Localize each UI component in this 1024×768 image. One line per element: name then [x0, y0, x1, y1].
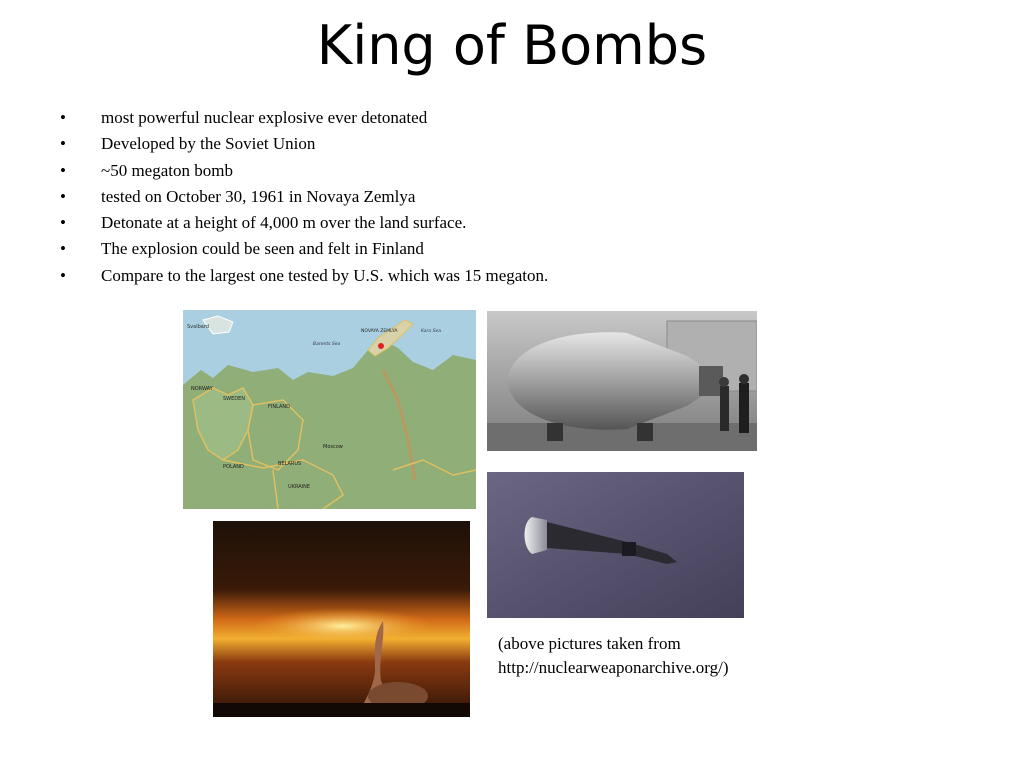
bullet-dot: • — [60, 108, 66, 127]
map-label-kara-sea: Kara Sea — [421, 329, 441, 334]
bullet-text: ~50 megaton bomb — [101, 160, 233, 180]
bullet-dot: • — [60, 213, 66, 233]
bullet-text: Detonate at a height of 4,000 m over the land surface. — [101, 213, 467, 233]
map-label-novaya-zemlya: NOVAYA ZEMLYA — [361, 329, 398, 334]
bullet-text: Developed by the Soviet Union — [101, 134, 316, 154]
bomb-band — [622, 542, 636, 556]
person-head — [719, 377, 729, 387]
map-label-barents-sea: Barents Sea — [313, 342, 341, 347]
bullet-dot: • — [60, 186, 66, 206]
map-label-norway: NORWAY — [191, 386, 213, 392]
bomb-drop-photo — [487, 472, 744, 618]
bullet-item — [60, 263, 548, 289]
bullet-item — [60, 184, 548, 210]
person-figure — [720, 386, 729, 431]
bomb-drop-illustration — [487, 472, 744, 618]
map-illustration — [183, 310, 476, 509]
bomb-stand — [547, 423, 563, 441]
bullet-dot: • — [60, 160, 66, 180]
caption-line-2: http://nuclearweaponarchive.org/) — [498, 658, 729, 677]
bullet-item — [60, 131, 548, 157]
ground — [213, 703, 470, 717]
map-label-moscow: Moscow — [323, 444, 343, 450]
fireball-glow — [253, 608, 433, 644]
map-label-finland: FINLAND — [268, 404, 291, 410]
explosion-illustration — [213, 521, 470, 717]
map-label-belarus: BELARUS — [278, 461, 302, 467]
person-head — [739, 374, 749, 384]
bullet-text: most powerful nuclear explosive ever detonated — [101, 108, 428, 127]
bomb-stand — [637, 423, 653, 441]
bullet-text: The explosion could be seen and felt in Finland — [101, 239, 424, 259]
bullet-item — [60, 236, 548, 262]
bullet-dot: • — [60, 239, 66, 259]
map-image — [183, 310, 476, 509]
parachute — [525, 517, 548, 554]
bullet-item — [60, 158, 548, 184]
image-credit-caption — [498, 632, 729, 680]
bomb-photo — [487, 311, 757, 451]
map-label-ukraine: UKRAINE — [288, 484, 311, 490]
map-label-poland: POLAND — [223, 464, 244, 470]
bullet-dot: • — [60, 134, 66, 154]
bullet-item — [60, 105, 548, 131]
bullet-item — [60, 210, 548, 236]
bomb-photo-illustration — [487, 311, 757, 451]
map-label-sweden: SWEDEN — [223, 396, 246, 402]
caption-line-1: (above pictures taken from — [498, 634, 681, 653]
map-label-svalbard: Svalbard — [187, 324, 209, 330]
bullet-list — [60, 105, 548, 289]
bullet-dot: • — [60, 265, 66, 285]
test-site-marker — [378, 343, 384, 349]
explosion-photo — [213, 521, 470, 717]
person-figure — [739, 383, 749, 433]
bullet-text: tested on October 30, 1961 in Novaya Zemlya — [101, 186, 416, 206]
slide-title: King of Bombs — [316, 14, 708, 77]
bullet-text: Compare to the largest one tested by U.S. which was 15 megaton. — [101, 265, 549, 285]
